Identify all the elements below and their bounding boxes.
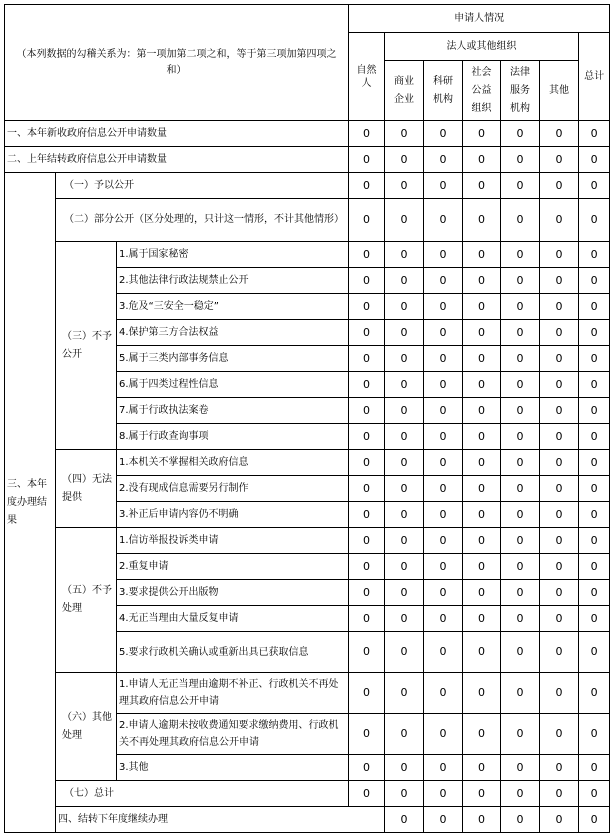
cell-value: 0 [424, 714, 463, 755]
cell-value: 0 [349, 320, 385, 346]
cell-value: 0 [424, 320, 463, 346]
group-label-unavailable: （四）无法提供 [56, 450, 117, 528]
cell-value: 0 [540, 450, 579, 476]
cell-value: 0 [385, 755, 424, 781]
cell-value: 0 [463, 807, 501, 833]
cell-value: 0 [385, 528, 424, 554]
row-label: 一、本年新收政府信息公开申请数量 [5, 121, 349, 147]
cell-value: 0 [501, 528, 540, 554]
table-row [5, 807, 610, 833]
cell-value: 0 [540, 554, 579, 580]
social-header: 社会公益组织 [463, 61, 501, 121]
cell-value: 0 [579, 580, 610, 606]
cell-value: 0 [349, 173, 385, 199]
cell-value: 0 [540, 242, 579, 268]
cell-value: 0 [385, 320, 424, 346]
cell-value: 0 [540, 320, 579, 346]
cell-value: 0 [424, 346, 463, 372]
cell-value: 0 [349, 268, 385, 294]
row-label: 3.危及“三安全一稳定” [117, 294, 349, 320]
cell-value: 0 [501, 450, 540, 476]
cell-value: 0 [424, 673, 463, 714]
cell-value: 0 [385, 147, 424, 173]
cell-value: 0 [385, 242, 424, 268]
row-label: 3.其他 [117, 755, 349, 781]
cell-value: 0 [349, 121, 385, 147]
cell-value: 0 [385, 714, 424, 755]
cell-value: 0 [349, 346, 385, 372]
cell-value: 0 [349, 755, 385, 781]
cell-value: 0 [349, 199, 385, 242]
group-label-nondisclosure: （三）不予公开 [56, 242, 117, 450]
applicant-header: 申请人情况 [349, 5, 610, 33]
row-label: 2.重复申请 [117, 554, 349, 580]
cell-value: 0 [540, 268, 579, 294]
cell-value: 0 [463, 121, 501, 147]
table-row [5, 199, 610, 242]
cell-value: 0 [463, 755, 501, 781]
cell-value: 0 [579, 242, 610, 268]
natural-person-header: 自然人 [349, 33, 385, 121]
row-label: 5.属于三类内部事务信息 [117, 346, 349, 372]
cell-value: 0 [424, 632, 463, 673]
foi-statistics-table [4, 4, 610, 833]
cell-value: 0 [349, 781, 385, 807]
cell-value: 0 [501, 173, 540, 199]
cell-value: 0 [501, 781, 540, 807]
cell-value: 0 [385, 450, 424, 476]
cell-value: 0 [540, 606, 579, 632]
cell-value: 0 [540, 147, 579, 173]
row-label: 1.申请人无正当理由逾期不补正、行政机关不再处理其政府信息公开申请 [117, 673, 349, 714]
cell-value: 0 [540, 673, 579, 714]
cell-value: 0 [501, 346, 540, 372]
cell-value: 0 [424, 121, 463, 147]
cell-value: 0 [501, 199, 540, 242]
cell-value: 0 [540, 346, 579, 372]
cell-value: 0 [501, 147, 540, 173]
cell-value: 0 [463, 398, 501, 424]
cell-value: 0 [463, 502, 501, 528]
table-row [5, 121, 610, 147]
cell-value: 0 [424, 755, 463, 781]
cell-value: 0 [463, 346, 501, 372]
cell-value: 0 [349, 502, 385, 528]
table-row [5, 242, 610, 268]
cell-value: 0 [540, 294, 579, 320]
cell-value: 0 [579, 424, 610, 450]
cell-value: 0 [385, 554, 424, 580]
other-header: 其他 [540, 61, 579, 121]
cell-value: 0 [463, 320, 501, 346]
table-row [5, 781, 610, 807]
cell-value: 0 [385, 346, 424, 372]
cell-value: 0 [540, 807, 579, 833]
cell-value: 0 [349, 476, 385, 502]
cell-value: 0 [463, 714, 501, 755]
cell-value: 0 [385, 268, 424, 294]
cell-value: 0 [463, 450, 501, 476]
cell-value: 0 [579, 673, 610, 714]
cell-value: 0 [540, 781, 579, 807]
cell-value: 0 [501, 424, 540, 450]
cell-value: 0 [540, 502, 579, 528]
legal-entity-group-header: 法人或其他组织 [385, 33, 579, 61]
cell-value: 0 [385, 632, 424, 673]
row-label: 5.要求行政机关确认或重新出具已获取信息 [117, 632, 349, 673]
row-label: 4.保护第三方合法权益 [117, 320, 349, 346]
cell-value: 0 [579, 528, 610, 554]
cell-value: 0 [385, 121, 424, 147]
cell-value: 0 [540, 121, 579, 147]
cell-value: 0 [424, 502, 463, 528]
cell-value: 0 [463, 781, 501, 807]
cell-value: 0 [501, 673, 540, 714]
cell-value: 0 [540, 398, 579, 424]
cell-value: 0 [579, 554, 610, 580]
cell-value: 0 [349, 606, 385, 632]
cell-value: 0 [463, 528, 501, 554]
cell-value: 0 [540, 528, 579, 554]
cell-value: 0 [579, 320, 610, 346]
cell-value: 0 [579, 173, 610, 199]
cell-value: 0 [385, 673, 424, 714]
table-row [5, 147, 610, 173]
cell-value: 0 [579, 632, 610, 673]
cell-value: 0 [385, 294, 424, 320]
cell-value: 0 [579, 450, 610, 476]
cell-value: 0 [463, 673, 501, 714]
cell-value: 0 [424, 528, 463, 554]
cell-value: 0 [463, 173, 501, 199]
cell-value: 0 [385, 781, 424, 807]
cell-value: 0 [579, 476, 610, 502]
row-label: 8.属于行政查询事项 [117, 424, 349, 450]
cell-value: 0 [385, 173, 424, 199]
cell-value: 0 [349, 242, 385, 268]
cell-value: 0 [501, 320, 540, 346]
row-label: （七）总计 [56, 781, 349, 807]
row-label: 4.无正当理由大量反复申请 [117, 606, 349, 632]
cell-value: 0 [424, 580, 463, 606]
row-label: 2.没有现成信息需要另行制作 [117, 476, 349, 502]
table-row [5, 528, 610, 554]
row-label: 6.属于四类过程性信息 [117, 372, 349, 398]
cell-value: 0 [463, 242, 501, 268]
cell-value: 0 [501, 580, 540, 606]
total-header: 总计 [579, 33, 610, 121]
cell-value: 0 [424, 147, 463, 173]
cell-value: 0 [579, 294, 610, 320]
cell-value: 0 [424, 807, 463, 833]
cell-value: 0 [540, 755, 579, 781]
cell-value: 0 [501, 632, 540, 673]
section-3-label: 三、本年度办理结果 [5, 173, 56, 833]
cell-value: 0 [424, 476, 463, 502]
cell-value: 0 [424, 424, 463, 450]
cell-value: 0 [349, 372, 385, 398]
cell-value: 0 [579, 714, 610, 755]
row-label: 3.要求提供公开出版物 [117, 580, 349, 606]
row-label: 7.属于行政执法案卷 [117, 398, 349, 424]
cell-value: 0 [463, 606, 501, 632]
cell-value: 0 [579, 398, 610, 424]
cell-value: 0 [463, 632, 501, 673]
cell-value: 0 [424, 294, 463, 320]
row-label: 1.信访举报投诉类申请 [117, 528, 349, 554]
cell-value: 0 [579, 781, 610, 807]
cell-value: 0 [385, 807, 424, 833]
cell-value: 0 [463, 147, 501, 173]
cell-value: 0 [424, 268, 463, 294]
cell-value: 0 [579, 346, 610, 372]
row-label: 二、上年结转政府信息公开申请数量 [5, 147, 349, 173]
cell-value: 0 [579, 268, 610, 294]
cell-value: 0 [385, 606, 424, 632]
group-label-other-handling: （六）其他处理 [56, 673, 117, 781]
cell-value: 0 [540, 424, 579, 450]
cell-value: 0 [501, 476, 540, 502]
cell-value: 0 [385, 580, 424, 606]
cell-value: 0 [501, 502, 540, 528]
cell-value: 0 [385, 398, 424, 424]
table-row [5, 173, 610, 199]
cell-value: 0 [501, 554, 540, 580]
cell-value: 0 [463, 476, 501, 502]
legal-service-header: 法律服务机构 [501, 61, 540, 121]
cell-value: 0 [349, 398, 385, 424]
cell-value: 0 [349, 528, 385, 554]
cell-value: 0 [385, 424, 424, 450]
row-label: 四、结转下年度继续办理 [56, 807, 385, 833]
cell-value: 0 [385, 199, 424, 242]
cell-value: 0 [424, 372, 463, 398]
row-label: 2.申请人逾期未按收费通知要求缴纳费用、行政机关不再处理其政府信息公开申请 [117, 714, 349, 755]
cell-value: 0 [463, 372, 501, 398]
cell-value: 0 [501, 372, 540, 398]
cell-value: 0 [349, 294, 385, 320]
cell-value: 0 [424, 450, 463, 476]
cell-value: 0 [579, 372, 610, 398]
cell-value: 0 [424, 398, 463, 424]
cell-value: 0 [579, 807, 610, 833]
cell-value: 0 [349, 450, 385, 476]
cell-value: 0 [540, 199, 579, 242]
row-label: 3.补正后申请内容仍不明确 [117, 502, 349, 528]
cell-value: 0 [424, 242, 463, 268]
cell-value: 0 [424, 173, 463, 199]
cell-value: 0 [463, 424, 501, 450]
cell-value: 0 [579, 755, 610, 781]
cell-value: 0 [424, 781, 463, 807]
cell-value: 0 [540, 580, 579, 606]
cell-value: 0 [424, 606, 463, 632]
row-label: 1.属于国家秘密 [117, 242, 349, 268]
cell-value: 0 [579, 147, 610, 173]
cell-value: 0 [501, 714, 540, 755]
cell-value: 0 [540, 476, 579, 502]
cell-value: 0 [349, 147, 385, 173]
cell-value: 0 [349, 673, 385, 714]
cell-value: 0 [579, 606, 610, 632]
row-label: 2.其他法律行政法规禁止公开 [117, 268, 349, 294]
group-label-not-processed: （五）不予处理 [56, 528, 117, 673]
cell-value: 0 [463, 294, 501, 320]
cell-value: 0 [349, 580, 385, 606]
cell-value: 0 [349, 632, 385, 673]
cell-value: 0 [424, 554, 463, 580]
cell-value: 0 [385, 372, 424, 398]
cell-value: 0 [501, 606, 540, 632]
commercial-header: 商业企业 [385, 61, 424, 121]
cell-value: 0 [501, 294, 540, 320]
cell-value: 0 [385, 476, 424, 502]
cell-value: 0 [349, 554, 385, 580]
cell-value: 0 [579, 199, 610, 242]
cell-value: 0 [463, 580, 501, 606]
cell-value: 0 [501, 755, 540, 781]
cell-value: 0 [540, 632, 579, 673]
cell-value: 0 [501, 807, 540, 833]
row-label: 1.本机关不掌握相关政府信息 [117, 450, 349, 476]
cell-value: 0 [424, 199, 463, 242]
cell-value: 0 [501, 268, 540, 294]
cell-value: 0 [463, 554, 501, 580]
table-row [5, 673, 610, 714]
cell-value: 0 [349, 714, 385, 755]
row-label: （二）部分公开（区分处理的，只计这一情形，不计其他情形） [56, 199, 349, 242]
cell-value: 0 [540, 714, 579, 755]
research-header: 科研机构 [424, 61, 463, 121]
cell-value: 0 [579, 502, 610, 528]
cell-value: 0 [501, 398, 540, 424]
cell-value: 0 [540, 173, 579, 199]
cell-value: 0 [579, 121, 610, 147]
cell-value: 0 [463, 199, 501, 242]
cell-value: 0 [463, 268, 501, 294]
cell-value: 0 [349, 424, 385, 450]
cell-value: 0 [385, 502, 424, 528]
cell-value: 0 [501, 121, 540, 147]
table-note: （本列数据的勾稽关系为：第一项加第二项之和，等于第三项加第四项之和） [5, 5, 349, 121]
cell-value: 0 [540, 372, 579, 398]
row-label: （一）予以公开 [56, 173, 349, 199]
cell-value: 0 [501, 242, 540, 268]
table-row [5, 450, 610, 476]
